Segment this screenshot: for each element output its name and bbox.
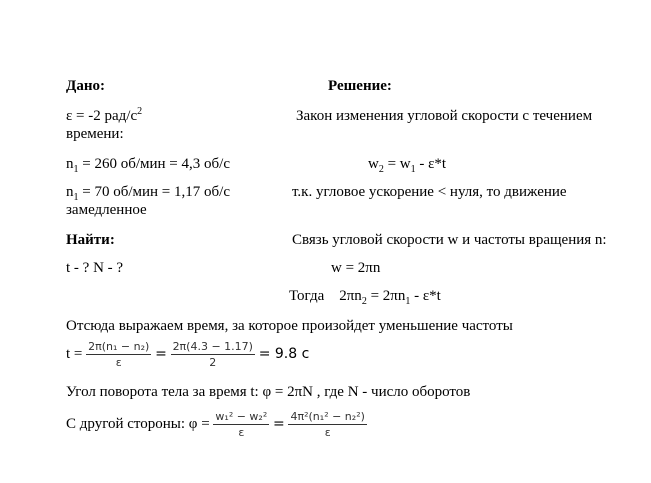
n1-value: = 260 об/мин = 4,3 об/с — [78, 156, 230, 172]
angle-formula — [66, 410, 367, 439]
solution-heading: Решение: — [328, 78, 392, 94]
w-equation: w = 2πn — [331, 260, 381, 276]
w1-subscript: 1 — [410, 164, 416, 175]
fraction-denominator: ε — [324, 426, 331, 440]
other-side-text: С другой стороны: φ = — [66, 416, 210, 432]
n1-final-line — [66, 183, 230, 201]
fraction-numerator: 2π(4.3 − 1.17) — [172, 340, 253, 354]
angle-fraction-n — [288, 410, 366, 439]
then-rhs: = 2πn — [366, 288, 406, 304]
law-text-continued: времени: — [66, 126, 124, 142]
given-heading: Дано: — [66, 78, 105, 94]
then-tail: - ε*t — [410, 288, 441, 304]
n-symbol: n — [66, 184, 74, 200]
then-word: Тогда — [289, 288, 325, 304]
equals-sign: = — [273, 416, 285, 432]
equals-sign: = — [155, 346, 167, 362]
t-label: t = — [66, 346, 83, 362]
law-tail: - ε*t — [415, 156, 447, 172]
deceleration-note-continued: замедленное — [66, 202, 147, 218]
then-rhs-sub: 1 — [405, 296, 411, 307]
relation-text: Связь угловой скорости w и частоты вращения n: — [292, 232, 607, 248]
n-subscript: 1 — [73, 192, 79, 203]
express-text: Отсюда выражаем время, за которое произойдет уменьшение частоты — [66, 318, 513, 334]
fraction-numerator: 2π(n₁ − n₂) — [88, 340, 150, 354]
fraction-denominator: 2 — [209, 356, 217, 370]
n1-initial-line — [66, 155, 230, 173]
time-formula — [66, 340, 309, 369]
angle-text: Угол поворота тела за время t: φ = 2πN , где N - число оборотов — [66, 384, 471, 400]
fraction-denominator: ε — [238, 426, 245, 440]
find-heading: Найти: — [66, 232, 115, 248]
n-value: = 70 об/мин = 1,17 об/с — [78, 184, 230, 200]
fraction-numerator: w₁² − w₂² — [215, 410, 268, 424]
law-text: Закон изменения угловой скорости с течением — [296, 108, 593, 124]
n1-subscript: 1 — [73, 164, 79, 175]
then-lhs-sub: 2 — [361, 296, 367, 307]
epsilon-value — [66, 107, 142, 125]
epsilon-exponent: 2 — [137, 106, 143, 117]
then-lhs: 2πn — [339, 288, 362, 304]
time-result: = 9.8 с — [258, 346, 310, 362]
fraction-numerator: 4π²(n₁² − n₂²) — [290, 410, 365, 424]
deceleration-note: т.к. угловое ускорение < нуля, то движение — [292, 184, 567, 200]
unknowns: t - ? N - ? — [66, 260, 124, 276]
time-fraction-numeric — [171, 340, 255, 369]
angular-velocity-law — [368, 155, 446, 173]
fraction-denominator: ε — [115, 356, 122, 370]
then-equation — [289, 287, 441, 305]
epsilon-text: ε = -2 рад/с — [66, 108, 138, 124]
angle-fraction-w — [213, 410, 269, 439]
time-fraction-symbolic — [86, 340, 151, 369]
n1-symbol: n — [66, 156, 74, 172]
w2-subscript: 2 — [378, 164, 384, 175]
w2-symbol: w — [368, 156, 379, 172]
w1-symbol: = w — [383, 156, 411, 172]
